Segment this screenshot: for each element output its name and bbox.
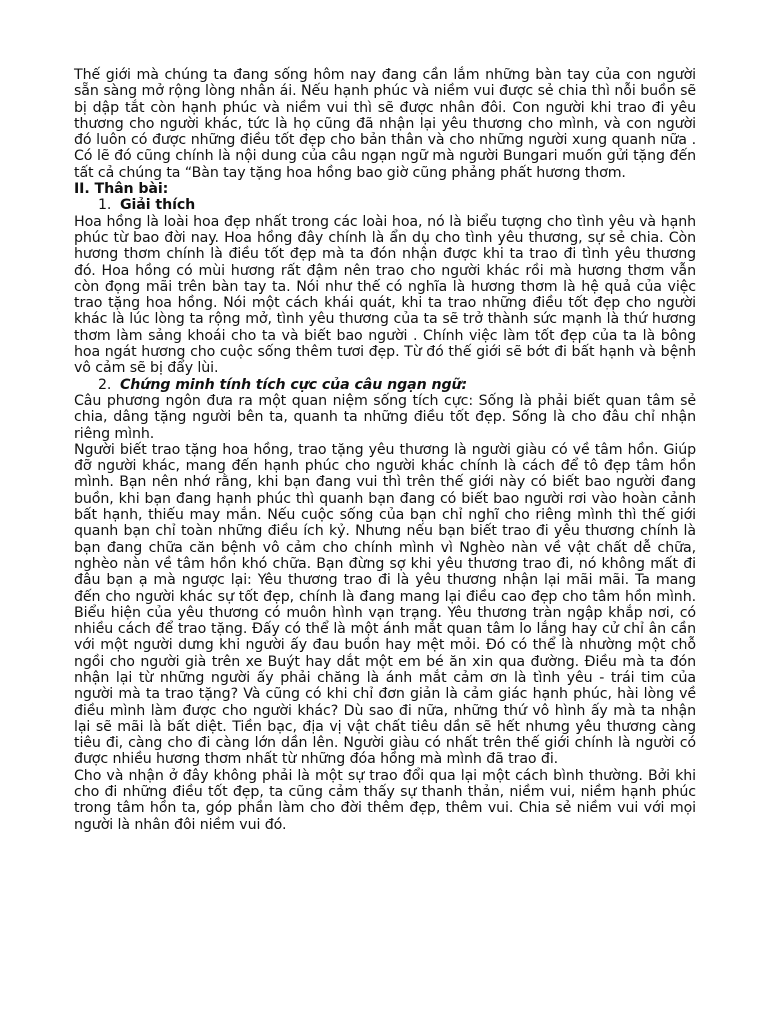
section-2-heading [74, 377, 696, 393]
section-2-number: 2. [98, 376, 112, 393]
section-1-title: Giải thích [120, 197, 196, 214]
section-1-number: 1. [98, 197, 112, 214]
section-2-title: Chứng minh tính tích cực của câu ngạn ngữ: [120, 376, 468, 393]
body-heading: II. Thân bài: [74, 181, 169, 198]
section-1-paragraph: Hoa hồng là loài hoa đẹp nhất trong các loài hoa, nó là biểu tượng cho tình yêu và hạnh phúc từ bao đời nay. Hoa hồng đây chính là ẩn dụ cho tình yêu thương, sự sẻ chia. Còn hương thơm chính là điều tốt đẹp mà ta đón nhận được khi ta trao đi tình yêu thương đó. Hoa hồng có mùi hương rất đậm nên trao cho người khác rồi mà hương thơm vẫn còn đọng mãi trên bàn tay ta. Nói như thế có nghĩa là hương thơm là hệ quả của việc trao tặng hoa hồng. Nói một cách khái quát, khi ta trao những điều tốt đẹp cho người khác là lúc lòng ta rộng mở, tình yêu thương của ta sẽ trở thành sức mạnh là thứ hương thơm làm sảng khoái cho ta và biết bao người . Chính việc làm tốt đẹp của ta là bông hoa ngát hương cho cuộc sống thêm tươi đẹp. Từ đó thế giới sẽ bớt đi bất hạnh và bệnh vô cảm sẽ bị đẩy lùi. [74, 213, 696, 377]
section-2-paragraph-2: Người biết trao tặng hoa hồng, trao tặng yêu thương là người giàu có về tâm hồn. Giúp đỡ người khác, mang đến hạnh phúc cho người khác chính là cách để tô đẹp tâm hồn mình. Bạn nên nhớ rằng, khi bạn đang vui thì trên thế giới này có biết bao người đang buồn, khi bạn đang hạnh phúc thì quanh bạn đang có biết bao người rơi vào hoàn cảnh bất hạnh, thiếu may mắn. Nếu cuộc sống của bạn chỉ nghĩ cho riêng mình thì thế giới quanh bạn chỉ toàn những điều ích kỷ. Nhưng nếu bạn biết trao đi yêu thương chính là bạn đang chữa căn bệnh vô cảm cho chính mình vì Nghèo nàn về vật chất dễ chữa, nghèo nàn về tâm hồn khó chữa. Bạn đừng sợ khi yêu thương trao đi, nó không mất đi đâu bạn ạ mà ngược lại: Yêu thương trao đi là yêu thương nhận lại mãi mãi. Ta mang đến cho người khác sự tốt đẹp, chính là đang mang lại điều cao đẹp cho tâm hồn mình. Biểu hiện của yêu thương có muôn hình vạn trạng. Yêu thương tràn ngập khắp nơi, có nhiều cách để trao tặng. Đấy có thể là một ánh mắt quan tâm lo lắng hay cử chỉ ân cần với một người dưng khi người ấy đau buồn hay mệt mỏi. Đó có thể là nhường một chỗ ngồi cho người già trên xe Buýt hay dắt một em bé ăn xin qua đường. Điều mà ta đón nhận lại từ những người ấy phải chăng là ánh mắt cảm ơn là tình yêu - trái tim của người mà ta trao tặng? Và cũng có khi chỉ đơn giản là cảm giác hạnh phúc, hài lòng về điều mình làm được cho người khác? Dù sao đi nữa, những thứ vô hình ấy mà ta nhận lại sẽ mãi là bất diệt. Tiền bạc, địa vị vật chất tiêu dần sẽ hết nhưng yêu thương càng tiêu đi, càng cho đi càng lớn dần lên. Người giàu có nhất trên thế giới chính là người có được nhiều hương thơm nhất từ những đóa hồng mà mình đã trao đi. [74, 441, 696, 768]
document-page [74, 67, 696, 833]
section-2-paragraph-1: Câu phương ngôn đưa ra một quan niệm sống tích cực: Sống là phải biết quan tâm sẻ chia, dâng tặng người bên ta, quanh ta những điều tốt đẹp. Sống là cho đâu chỉ nhận riêng mình. [74, 392, 696, 442]
intro-paragraph: Thế giới mà chúng ta đang sống hôm nay đang cần lắm những bàn tay của con người sẵn sàng mở rộng lòng nhân ái. Nếu hạnh phúc và niềm vui được sẻ chia thì nỗi buồn sẽ bị dập tắt còn hạnh phúc và niềm vui thì sẽ được nhân đôi. Con người khi trao đi yêu thương cho người khác, tức là họ cũng đã nhận lại yêu thương cho mình, và con người đó luôn có được những điều tốt đẹp cho bản thân và cho những người xung quanh nữa . Có lẽ đó cũng chính là nội dung của câu ngạn ngữ mà người Bungari muốn gửi tặng đến tất cả chúng ta “Bàn tay tặng hoa hồng bao giờ cũng phảng phất hương thơm. [74, 67, 696, 181]
section-1-heading [74, 197, 696, 213]
section-2-paragraph-3: Cho và nhận ở đây không phải là một sự trao đổi qua lại một cách bình thường. Bởi khi cho đi những điều tốt đẹp, ta cũng cảm thấy sự thanh thản, niềm vui, niềm hạnh phúc trong tâm hồn ta, góp phần làm cho đời thêm đẹp, thêm vui. Chia sẻ niềm vui với mọi người là nhân đôi niềm vui đó. [74, 767, 696, 833]
